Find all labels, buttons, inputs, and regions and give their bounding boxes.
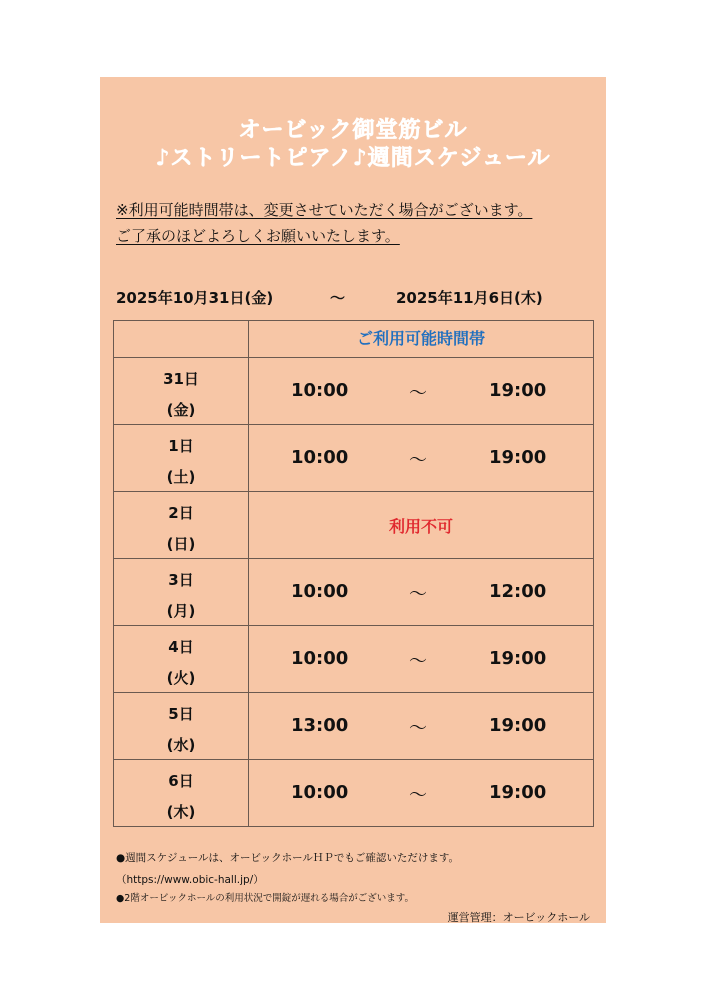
start-time: 10:00	[291, 782, 349, 803]
day-number: 2日	[168, 504, 194, 522]
schedule-title: ♪ストリートピアノ♪週間スケジュール	[155, 146, 551, 171]
start-time: 10:00	[291, 581, 349, 602]
time-separator: ～	[409, 383, 427, 404]
time-separator: ～	[409, 584, 427, 605]
end-time: 19:00	[489, 782, 547, 803]
weekday: (月)	[166, 602, 196, 620]
building-title: オービック御堂筋ビル	[238, 118, 468, 143]
day-number: 1日	[168, 437, 194, 455]
schedule-table	[113, 320, 594, 827]
day-cell	[114, 425, 249, 491]
end-time: 19:00	[489, 380, 547, 401]
day-cell	[114, 358, 249, 424]
table-row	[113, 760, 594, 827]
period-end: 2025年11月6日(木)	[396, 289, 543, 307]
time-cell	[249, 358, 593, 424]
end-time: 19:00	[489, 648, 547, 669]
time-cell	[249, 693, 593, 759]
footer-url: （https://www.obic-hall.jp/）	[116, 874, 264, 886]
weekday: (金)	[166, 401, 196, 419]
day-cell	[114, 626, 249, 692]
time-separator: ～	[409, 450, 427, 471]
footer-note-unlock: ●2階オービックホールの利用状況で開錠が遅れる場合がございます。	[116, 893, 415, 904]
header-day-cell	[114, 321, 249, 357]
table-row	[113, 626, 594, 693]
weekday: (木)	[166, 803, 196, 821]
table-row	[113, 358, 594, 425]
start-time: 13:00	[291, 715, 349, 736]
weekday: (水)	[166, 736, 196, 754]
header-time-cell: ご利用可能時間帯	[356, 329, 485, 348]
weekday: (火)	[166, 669, 196, 687]
weekday: (日)	[166, 535, 196, 553]
day-number: 6日	[168, 772, 194, 790]
period-start: 2025年10月31日(金)	[116, 289, 274, 307]
period-separator: ～	[330, 289, 346, 307]
table-row	[113, 425, 594, 492]
start-time: 10:00	[291, 648, 349, 669]
table-header-row	[113, 320, 594, 358]
schedule-poster	[100, 77, 606, 923]
time-separator: ～	[409, 785, 427, 806]
management-label: 運営管理：オービックホール	[447, 911, 590, 924]
day-number: 3日	[168, 571, 194, 589]
weekday: (土)	[166, 468, 196, 486]
day-number: 31日	[163, 370, 199, 388]
end-time: 12:00	[489, 581, 547, 602]
day-number: 4日	[168, 638, 194, 656]
day-number: 5日	[168, 705, 194, 723]
table-row	[113, 492, 594, 559]
day-cell	[114, 693, 249, 759]
table-row	[113, 559, 594, 626]
notice-line-2: ご了承のほどよろしくお願いいたします。	[116, 227, 400, 245]
time-cell	[249, 760, 593, 826]
time-cell	[249, 492, 593, 558]
notice-line-1: ※利用可能時間帯は、変更させていただく場合がございます。	[116, 201, 533, 219]
time-cell	[249, 559, 593, 625]
day-cell	[114, 559, 249, 625]
unavailable-label: 利用不可	[388, 517, 453, 536]
table-row	[113, 693, 594, 760]
start-time: 10:00	[291, 380, 349, 401]
end-time: 19:00	[489, 715, 547, 736]
time-separator: ～	[409, 718, 427, 739]
footer-note-website: ●週間スケジュールは、オービックホールＨＰでもご確認いただけます。	[116, 852, 460, 864]
day-cell	[114, 492, 249, 558]
time-separator: ～	[409, 651, 427, 672]
time-cell	[249, 425, 593, 491]
end-time: 19:00	[489, 447, 547, 468]
start-time: 10:00	[291, 447, 349, 468]
time-cell	[249, 626, 593, 692]
day-cell	[114, 760, 249, 826]
